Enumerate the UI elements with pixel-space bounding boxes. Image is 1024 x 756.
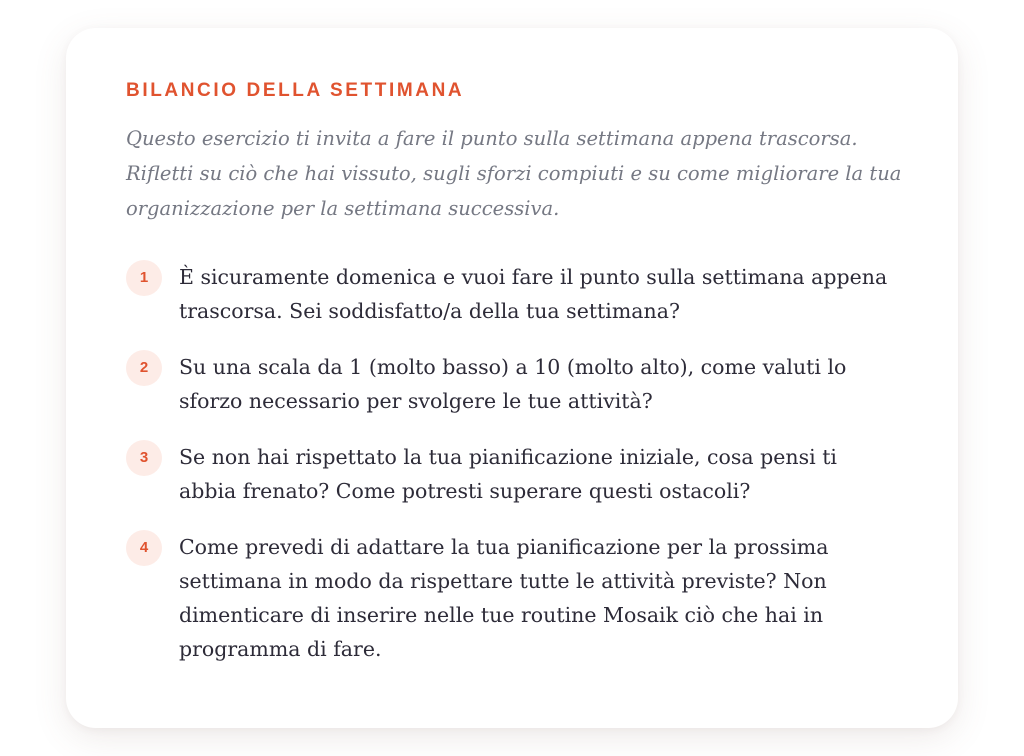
question-text: Su una scala da 1 (molto basso) a 10 (molto alto), come valuti lo sforzo necessario per svolgere le tue attività?: [179, 355, 847, 413]
exercise-card: [66, 28, 958, 728]
question-number-badge: 2: [126, 350, 162, 386]
question-item: [126, 530, 898, 666]
card-intro: Questo esercizio ti invita a fare il punto sulla settimana appena trascorsa. Rifletti su ciò che hai vissuto, sugli sforzi compiuti e su come migliorare la tua organizzazione per la settimana successiva.: [126, 127, 902, 220]
question-text: Se non hai rispettato la tua pianificazione iniziale, cosa pensi ti abbia frenato? Come potresti superare questi ostacoli?: [179, 445, 837, 503]
question-number-badge: 4: [126, 530, 162, 566]
card-title: BILANCIO DELLA SETTIMANA: [126, 80, 465, 101]
question-item: [126, 350, 898, 418]
question-text: Come prevedi di adattare la tua pianificazione per la prossima settimana in modo da rispettare tutte le attività previste? Non dimenticare di inserire nelle tue routine Mosaik ciò che hai in programma di fare.: [179, 535, 829, 661]
question-list: [126, 260, 898, 666]
question-item: [126, 440, 898, 508]
question-item: [126, 260, 898, 328]
question-number-badge: 1: [126, 260, 162, 296]
question-number-badge: 3: [126, 440, 162, 476]
question-text: È sicuramente domenica e vuoi fare il punto sulla settimana appena trascorsa. Sei soddisfatto/a della tua settimana?: [179, 265, 888, 323]
